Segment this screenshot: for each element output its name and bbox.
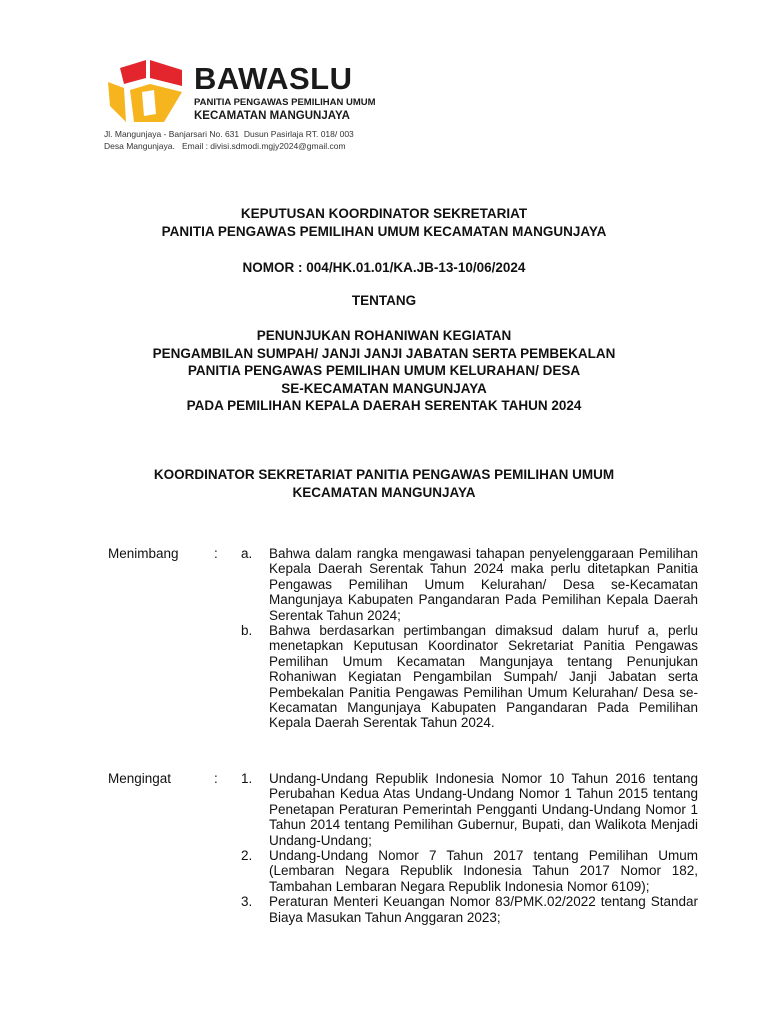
issuer-line: KECAMATAN MANGUNJAYA (292, 484, 476, 500)
subject-line: PENUNJUKAN ROHANIWAN KEGIATAN (256, 328, 512, 343)
issuer-heading (0, 466, 768, 501)
item-text: Undang-Undang Nomor 7 Tahun 2017 tentang Pemilihan Umum (Lembaran Negara Republik Indonesia Tahun 2017 Nomor 182, Tambahan Lembaran Negara Republik Indonesia Nomor 6109); (269, 848, 698, 894)
item-marker: 2. (241, 848, 253, 864)
item-text: Bahwa dalam rangka mengawasi tahapan penyelenggaraan Pemilihan Kepala Daerah Serentak Tahun 2024 maka perlu ditetapkan Panitia Pengawas Pemilihan Umum Kelurahan/ Desa se-Kecamatan Mangunjaya Kabupaten Pangandaran Pada Pemilihan Kepala Daerah Serentak Tahun 2024; (269, 546, 698, 623)
subject-line: PENGAMBILAN SUMPAH/ JANJI JANJI JABATAN SERTA PEMBEKALAN (152, 345, 616, 361)
issuer-line: KOORDINATOR SEKRETARIAT PANITIA PENGAWAS PEMILIHAN UMUM (153, 467, 615, 482)
subject-line: SE-KECAMATAN MANGUNJAYA (281, 380, 487, 396)
decree-number (0, 259, 768, 277)
decree-number-line: NOMOR : 004/HK.01.01/KA.JB-13-10/06/2024 (242, 260, 526, 275)
item-marker: b. (241, 623, 253, 639)
section-label: Menimbang (108, 546, 179, 561)
menimbang-section (108, 546, 698, 731)
menimbang-item (108, 623, 698, 731)
mengingat-item (108, 894, 698, 925)
address-email-line: Desa Mangunjaya. Email : divisi.sdmodi.mgjy2024@gmail.com (104, 141, 346, 151)
decree-title-line: PANITIA PENGAWAS PEMILIHAN UMUM KECAMATAN MANGUNJAYA (161, 223, 607, 239)
org-name: BAWASLU (194, 61, 353, 96)
decree-title-line: KEPUTUSAN KOORDINATOR SEKRETARIAT (240, 206, 528, 221)
item-text: Peraturan Menteri Keuangan Nomor 83/PMK.02/2022 tentang Standar Biaya Masukan Tahun Anggaran 2023; (269, 894, 698, 925)
bawaslu-logo-icon (104, 60, 188, 122)
section-colon: : (214, 546, 218, 561)
address-block (104, 128, 354, 152)
item-marker: 3. (241, 894, 253, 910)
mengingat-item (108, 848, 698, 894)
brand-block (194, 61, 376, 123)
decree-subject (0, 327, 768, 415)
item-marker: a. (241, 546, 253, 561)
section-label: Mengingat (108, 771, 172, 786)
mengingat-item (108, 771, 698, 848)
item-marker: 1. (241, 771, 253, 786)
subject-line: PANITIA PENGAWAS PEMILIHAN UMUM KELURAHAN/ DESA (187, 363, 581, 378)
mengingat-section (108, 771, 698, 925)
decree-title (0, 205, 768, 240)
item-text: Undang-Undang Republik Indonesia Nomor 10 Tahun 2016 tentang Perubahan Kedua Atas Undang-Undang Nomor 1 Tahun 2015 tentang Penetapan Peraturan Pemerintah Pengganti Undang-Undang Nomor 1 Tahun 2014 tentang Pemilihan Gubernur, Bupati, dan Walikota Menjadi Undang-Undang; (269, 771, 698, 848)
section-colon: : (214, 771, 218, 786)
subject-line: PADA PEMILIHAN KEPALA DAERAH SERENTAK TAHUN 2024 (186, 398, 582, 413)
address-line: Jl. Mangunjaya - Banjarsari No. 631 Dusun Pasirlaja RT. 018/ 003 (104, 129, 354, 139)
menimbang-item (108, 546, 698, 623)
item-text: Bahwa berdasarkan pertimbangan dimaksud dalam huruf a, perlu menetapkan Keputusan Koordinator Sekretariat Panitia Pengawas Pemilihan Umum Kecamatan Mangunjaya tentang Penunjukan Rohaniwan Kegiatan Pengambilan Sumpah/ Janji Jabatan serta Pembekalan Panitia Pengawas Pemilihan Umum Kelurahan/ Desa se-Kecamatan Mangunjaya Kabupaten Pangandaran Pada Pemilihan Kepala Daerah Serentak Tahun 2024. (269, 623, 698, 731)
org-subtitle: PANITIA PENGAWAS PEMILIHAN UMUM (194, 97, 376, 108)
tentang-label: TENTANG (351, 293, 417, 308)
tentang-heading (0, 292, 768, 310)
org-district: KECAMATAN MANGUNJAYA (194, 110, 350, 122)
letterhead (104, 60, 404, 155)
